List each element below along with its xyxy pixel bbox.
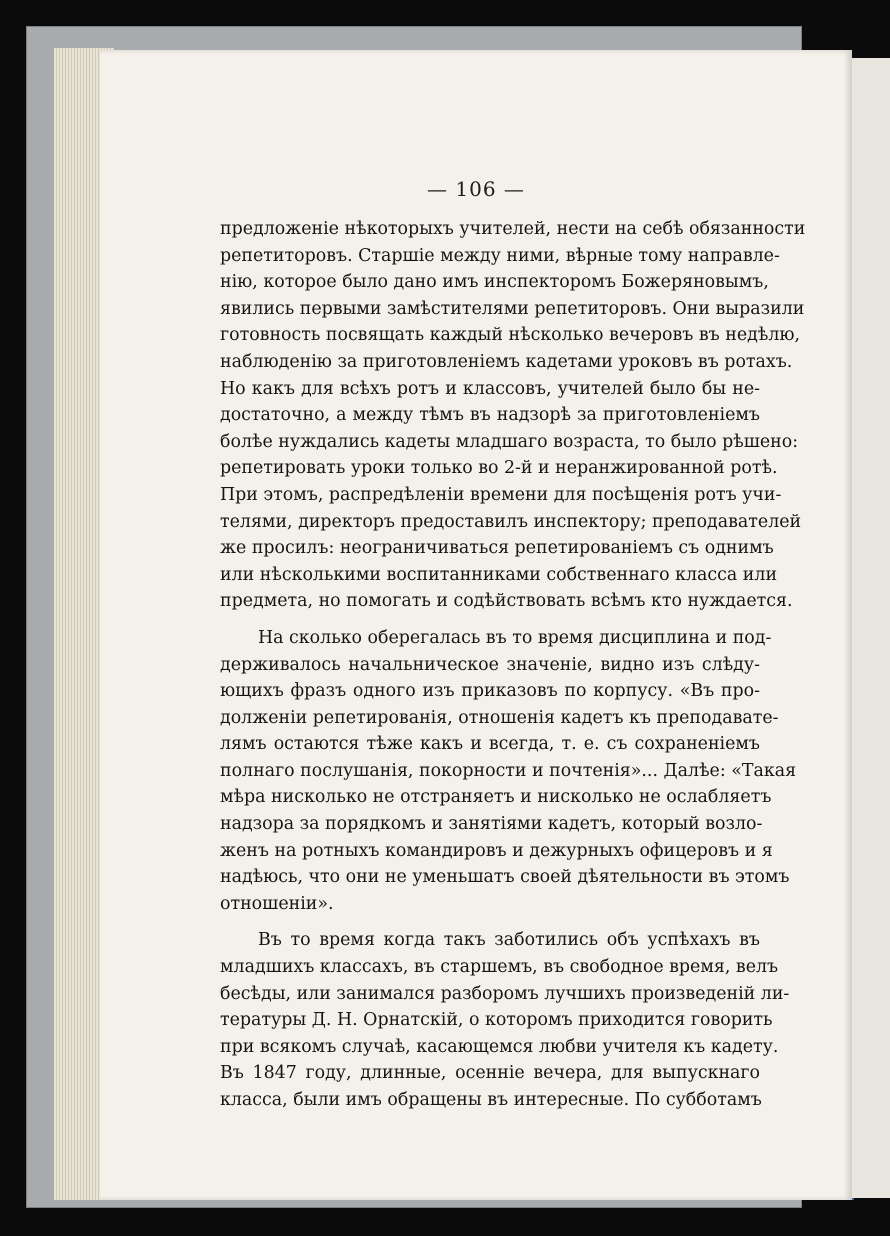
text-line: женъ на ротныхъ командировъ и дежурныхъ офицеровъ и я xyxy=(220,840,773,861)
text-line: класса, были имъ обращены въ интересные. По субботамъ xyxy=(220,1090,762,1110)
paragraph xyxy=(220,927,790,1113)
text-line: полнаго послушанiя, покорности и почтенiя»... Далѣе: «Такая xyxy=(220,760,797,781)
text-line: предмета, но помогать и содѣйствовать всѣмъ кто нуждается. xyxy=(220,591,793,612)
text-line: На сколько оберегалась въ то время дисциплина и под- xyxy=(258,627,772,648)
text-line: отношенiи». xyxy=(220,893,334,914)
facing-page-edge xyxy=(852,58,890,1198)
text-line: нiю, которое было дано имъ инспекторомъ Божеряновымъ, xyxy=(220,272,769,293)
text-line: надѣюсь, что они не уменьшатъ своей дѣятельности въ этомъ xyxy=(220,867,790,888)
text-line: достаточно, а между тѣмъ въ надзорѣ за приготовленiемъ xyxy=(220,405,760,426)
text-line: предложенiе нѣкоторыхъ учителей, нести на себѣ обязанности xyxy=(220,219,806,239)
book-page xyxy=(100,50,852,1200)
text-line: надзора за порядкомъ и занятiями кадетъ, который возло- xyxy=(220,814,763,835)
text-line: наблюденiю за приготовленiемъ кадетами уроковъ въ ротахъ. xyxy=(220,351,793,372)
text-line: лямъ остаются тѣже какъ и всегда, т. е. съ сохраненiемъ xyxy=(220,734,760,755)
text-line: при всякомъ случаѣ, касающемся любви учителя къ кадету. xyxy=(220,1036,779,1057)
text-line: готовность посвящать каждый нѣсколько вечеровъ въ недѣлю, xyxy=(220,325,801,346)
text-line: долженiи репетированiя, отношенiя кадетъ къ преподавате- xyxy=(220,707,779,728)
text-line: тературы Д. Н. Орнатскiй, о которомъ приходится говорить xyxy=(220,1010,773,1031)
text-line: репетиторовъ. Старшiе между ними, вѣрные тому направле- xyxy=(220,245,780,266)
text-line: мѣра нисколько не отстраняетъ и нисколько не ослабляетъ xyxy=(220,787,772,808)
page-text xyxy=(220,216,806,1114)
text-line: ющихъ фразъ одного изъ приказовъ по корпусу. «Въ про- xyxy=(220,681,760,702)
text-line: держивалось начальническое значенiе, видно изъ слѣду- xyxy=(220,654,760,675)
text-line: же просилъ: неограничиваться репетированiемъ съ однимъ xyxy=(220,538,774,559)
text-line: При этомъ, распредѣленiи времени для посѣщенiя ротъ учи- xyxy=(220,484,782,505)
text-line: Въ то время когда такъ заботились объ успѣхахъ въ xyxy=(258,930,760,951)
text-line: младшихъ классахъ, въ старшемъ, въ свободное время, велъ xyxy=(220,957,779,978)
text-line: или нѣсколькими воспитанниками собственнаго класса или xyxy=(220,564,778,585)
page-number: — 106 — xyxy=(427,177,525,201)
text-line: Но какъ для всѣхъ ротъ и классовъ, учителей было бы не- xyxy=(220,378,760,399)
text-line: болѣе нуждались кадеты младшаго возраста, то было рѣшено: xyxy=(220,431,799,452)
text-line: репетировать уроки только во 2-й и неранжированной ротѣ. xyxy=(220,458,778,479)
paragraph xyxy=(220,625,797,918)
paragraph xyxy=(220,216,806,615)
text-line: телями, директоръ предоставилъ инспектору; преподавателей xyxy=(220,511,802,532)
text-line: явились первыми замѣстителями репетиторовъ. Они выразили xyxy=(220,298,805,319)
text-line: Въ 1847 году, длинные, осеннiе вечера, для выпускнаго xyxy=(220,1063,760,1084)
text-line: бесѣды, или занимался разборомъ лучшихъ произведенiй ли- xyxy=(220,983,790,1004)
